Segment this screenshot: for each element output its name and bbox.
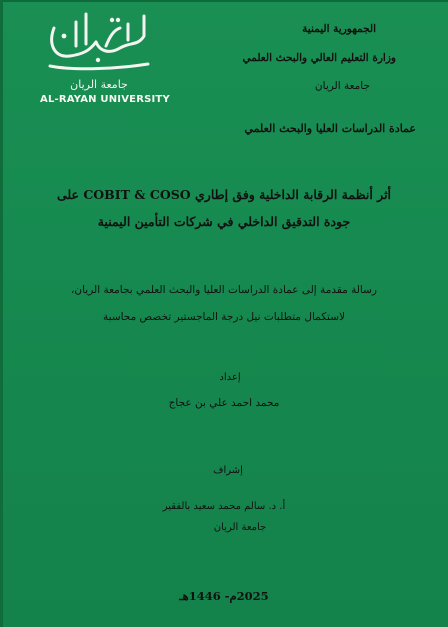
logo-english-text: AL-RAYAN UNIVERSITY xyxy=(40,94,170,105)
al-rayan-university-logo-icon xyxy=(40,6,158,82)
thesis-title-line-1: أثر أنظمة الرقابة الداخلية وفق إطاري COBIT & COSO على xyxy=(56,187,392,202)
prepared-by-label: إعداد xyxy=(219,372,241,383)
supervision-label: إشراف xyxy=(213,465,243,476)
header-ministry: وزارة التعليم العالي والبحث العلمي xyxy=(242,52,396,64)
header-university: جامعة الريان xyxy=(314,80,370,92)
supervisor-name: أ. د. سالم محمد سعيد بالفقير xyxy=(162,501,286,512)
university-logo xyxy=(40,6,170,110)
header-deanship: عمادة الدراسات العليا والبحث العلمي xyxy=(244,122,416,135)
year: 2025م- 1446هـ xyxy=(179,589,269,603)
logo-arabic-text: جامعة الريان xyxy=(70,78,128,91)
header-country: الجمهورية اليمنية xyxy=(302,23,376,35)
top-edge xyxy=(0,0,448,2)
submission-line-2: لاستكمال متطلبات نيل درجة الماجستير تخصص محاسبة xyxy=(103,311,345,323)
supervisor-university: جامعة الريان xyxy=(213,522,267,533)
submission-line-1: رسالة مقدمة إلى عمادة الدراسات العليا والبحث العلمي بجامعة الريان، xyxy=(70,284,377,296)
thesis-title-line-2: جودة التدقيق الداخلي في شركات التأمين اليمنية xyxy=(97,214,351,229)
author-name: محمد احمد علي بن عجاج xyxy=(168,397,280,409)
